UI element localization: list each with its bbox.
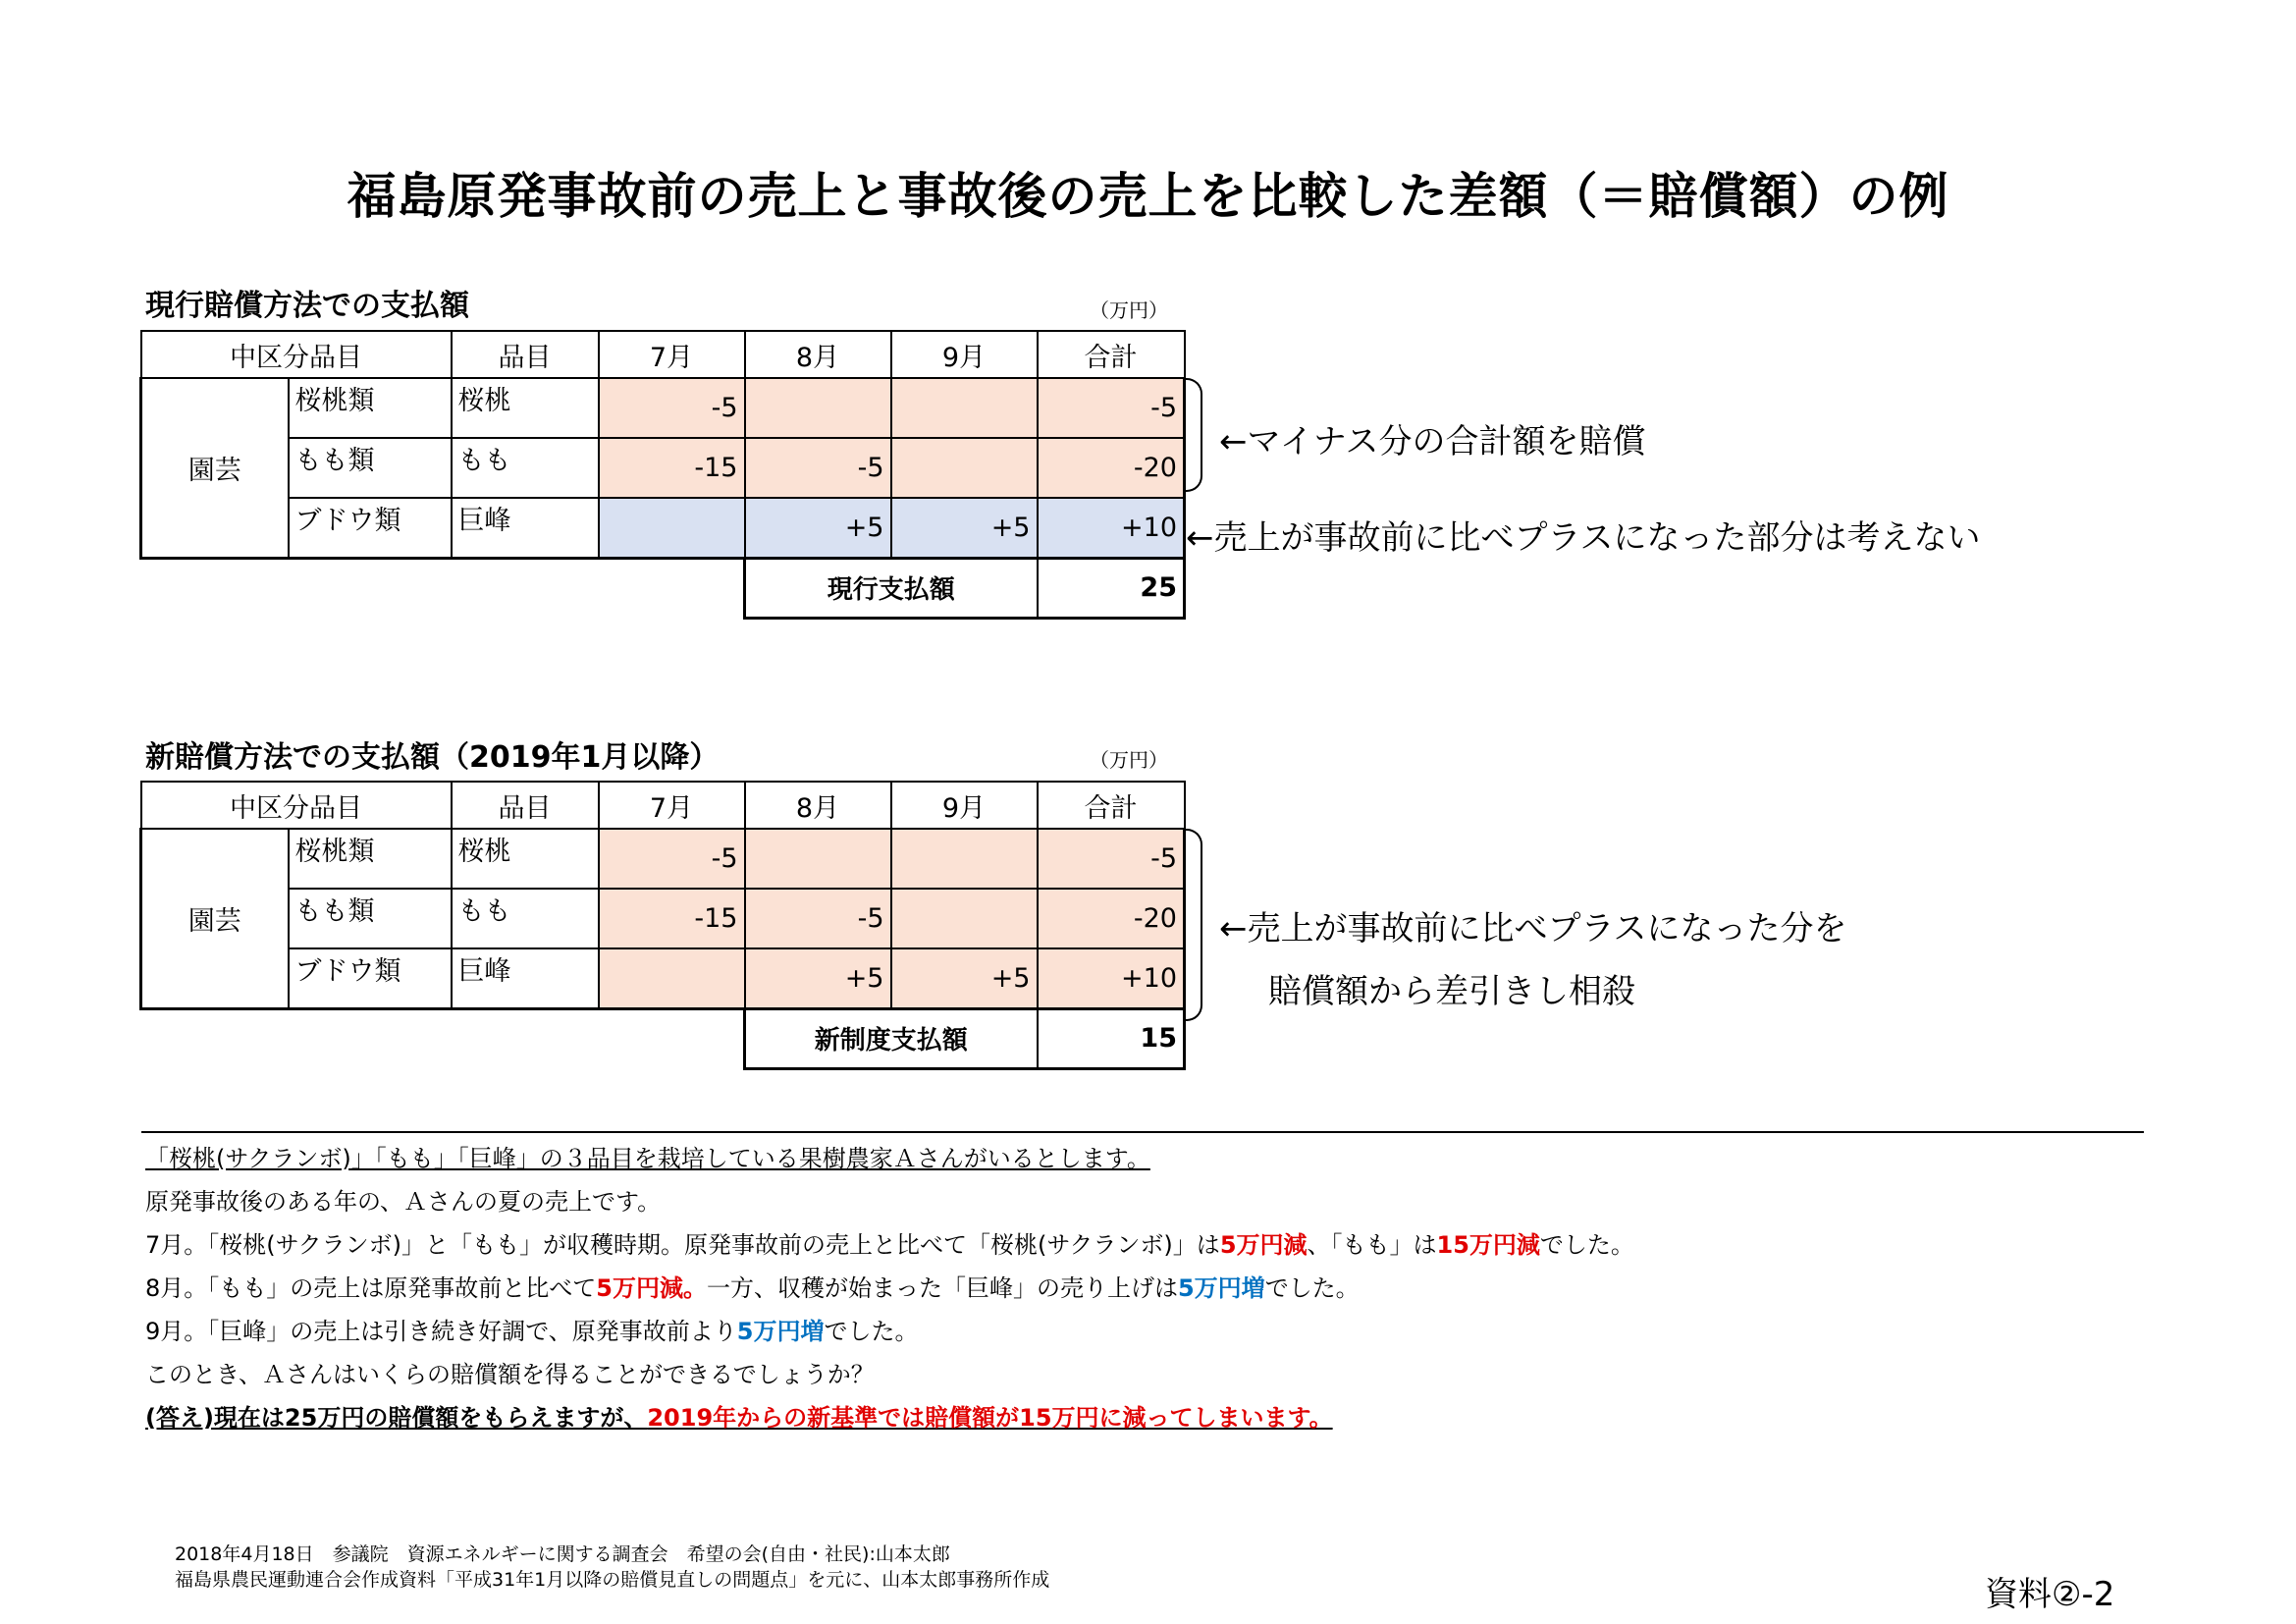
cell-m7: -5 xyxy=(599,378,745,438)
answer-line xyxy=(145,1398,1333,1433)
story-highlight-minus: 15万円減 xyxy=(1436,1231,1540,1259)
cell-m9 xyxy=(891,829,1038,889)
cell-m9 xyxy=(891,438,1038,498)
row-category: 桜桃類 xyxy=(289,378,452,438)
row-item: 巨峰 xyxy=(452,498,599,558)
answer-highlight: 2019年からの新基準では賠償額が15万円に減ってしまいます。 xyxy=(647,1404,1333,1432)
answer-text: (答え)現在は25万円の賠償額をもらえますが、 xyxy=(145,1404,648,1432)
row-item: 桜桃 xyxy=(452,378,599,438)
cell-m7: -15 xyxy=(599,438,745,498)
table-row xyxy=(141,378,1185,438)
row-category: 桜桃類 xyxy=(289,829,452,889)
cell-total: +10 xyxy=(1038,948,1185,1008)
divider xyxy=(141,1131,2144,1133)
header-item: 品目 xyxy=(452,782,599,829)
new-table xyxy=(139,781,1186,1070)
header-m9: 9月 xyxy=(891,331,1038,378)
story-highlight-minus: 5万円減 xyxy=(1219,1231,1308,1259)
story-line-6: このとき、Ａさんはいくらの賠償額を得ることができるでしょうか？ xyxy=(145,1361,875,1388)
cell-total: +10 xyxy=(1038,498,1185,558)
story-highlight-minus: 5万円減。 xyxy=(596,1274,707,1302)
story-line-4 xyxy=(145,1269,1360,1303)
current-total-label: 現行支払額 xyxy=(745,558,1038,618)
story-line-1: 「桜桃(サクランボ)」「もも」「巨峰」の３品目を栽培している果樹農家Ａさんがいるとします。 xyxy=(145,1145,1150,1172)
new-total-value: 15 xyxy=(1038,1008,1185,1068)
note-minus: ←マイナス分の合計額を賠償 xyxy=(1219,422,1646,461)
new-total-label: 新制度支払額 xyxy=(745,1008,1038,1068)
cell-m7: -5 xyxy=(599,829,745,889)
story-text: 、「もも」は xyxy=(1307,1231,1437,1259)
cell-m8: +5 xyxy=(745,948,891,1008)
story-text: でした。 xyxy=(1539,1231,1634,1259)
cell-m9: +5 xyxy=(891,498,1038,558)
cell-m9: +5 xyxy=(891,948,1038,1008)
row-item: 巨峰 xyxy=(452,948,599,1008)
document-id: 資料②-2 xyxy=(1985,1575,2115,1614)
new-unit-label: （万円） xyxy=(1090,748,1168,772)
footer-line-2: 福島県農民運動連合会作成資料「平成31年1月以降の賠償見直しの問題点」を元に、山本太郎事務所作成 xyxy=(175,1569,1050,1591)
cell-m7 xyxy=(599,498,745,558)
total-row xyxy=(141,558,1185,618)
story-text: 8月。「もも」の売上は原発事故前と比べて xyxy=(145,1274,597,1302)
current-table xyxy=(139,330,1186,620)
header-item: 品目 xyxy=(452,331,599,378)
header-category: 中区分品目 xyxy=(141,782,452,829)
header-total: 合計 xyxy=(1038,782,1185,829)
cell-total: -5 xyxy=(1038,378,1185,438)
group-label: 園芸 xyxy=(141,829,289,1008)
table-row xyxy=(141,889,1185,948)
row-category: もも類 xyxy=(289,438,452,498)
current-total-value: 25 xyxy=(1038,558,1185,618)
cell-total: -5 xyxy=(1038,829,1185,889)
cell-m7: -15 xyxy=(599,889,745,948)
brace-minus xyxy=(1183,378,1202,492)
story-highlight-plus: 5万円増 xyxy=(736,1318,825,1345)
cell-total: -20 xyxy=(1038,889,1185,948)
brace-offset xyxy=(1183,829,1202,1021)
row-category: もも類 xyxy=(289,889,452,948)
row-category: ブドウ類 xyxy=(289,948,452,1008)
footer-line-1: 2018年4月18日 参議院 資源エネルギーに関する調査会 希望の会(自由・社民):山本太郎 xyxy=(175,1543,950,1565)
header-m9: 9月 xyxy=(891,782,1038,829)
row-category: ブドウ類 xyxy=(289,498,452,558)
group-label: 園芸 xyxy=(141,378,289,558)
current-unit-label: （万円） xyxy=(1090,298,1168,322)
cell-m8: -5 xyxy=(745,889,891,948)
story-line-5 xyxy=(145,1312,919,1346)
new-section-heading: 新賠償方法での支払額（2019年1月以降） xyxy=(145,740,720,775)
page-title: 福島原発事故前の売上と事故後の売上を比較した差額（＝賠償額）の例 xyxy=(347,168,1949,225)
cell-m7 xyxy=(599,948,745,1008)
cell-m8: +5 xyxy=(745,498,891,558)
cell-m8 xyxy=(745,829,891,889)
row-item: 桜桃 xyxy=(452,829,599,889)
cell-m9 xyxy=(891,889,1038,948)
cell-total: -20 xyxy=(1038,438,1185,498)
story-text: でした。 xyxy=(824,1318,919,1345)
header-category: 中区分品目 xyxy=(141,331,452,378)
table-row xyxy=(141,438,1185,498)
table-row xyxy=(141,829,1185,889)
table-header-row xyxy=(141,782,1185,829)
header-total: 合計 xyxy=(1038,331,1185,378)
story-text: 9月。「巨峰」の売上は引き続き好調で、原発事故前より xyxy=(145,1318,737,1345)
header-m7: 7月 xyxy=(599,782,745,829)
story-text: 7月。「桜桃(サクランボ)」と「もも」が収穫時期。原発事故前の売上と比べて「桜桃(サクランボ)」は xyxy=(145,1231,1220,1259)
story-line-3 xyxy=(145,1225,1634,1260)
story-line-2: 原発事故後のある年の、Ａさんの夏の売上です。 xyxy=(145,1188,662,1216)
current-section-heading: 現行賠償方法での支払額 xyxy=(145,289,469,323)
cell-m8 xyxy=(745,378,891,438)
note-offset-line2: 賠償額から差引きし相殺 xyxy=(1268,972,1635,1011)
story-text: でした。 xyxy=(1264,1274,1360,1302)
header-m8: 8月 xyxy=(745,331,891,378)
note-plus: ←売上が事故前に比べプラスになった部分は考えない xyxy=(1186,518,1981,558)
header-m8: 8月 xyxy=(745,782,891,829)
row-item: もも xyxy=(452,889,599,948)
story-text: 一方、収穫が始まった「巨峰」の売り上げは xyxy=(706,1274,1178,1302)
story-highlight-plus: 5万円増 xyxy=(1177,1274,1265,1302)
header-m7: 7月 xyxy=(599,331,745,378)
row-item: もも xyxy=(452,438,599,498)
table-row xyxy=(141,948,1185,1008)
cell-m9 xyxy=(891,378,1038,438)
table-row xyxy=(141,498,1185,558)
cell-m8: -5 xyxy=(745,438,891,498)
note-offset-line1: ←売上が事故前に比べプラスになった分を xyxy=(1219,909,1847,948)
total-row xyxy=(141,1008,1185,1068)
table-header-row xyxy=(141,331,1185,378)
